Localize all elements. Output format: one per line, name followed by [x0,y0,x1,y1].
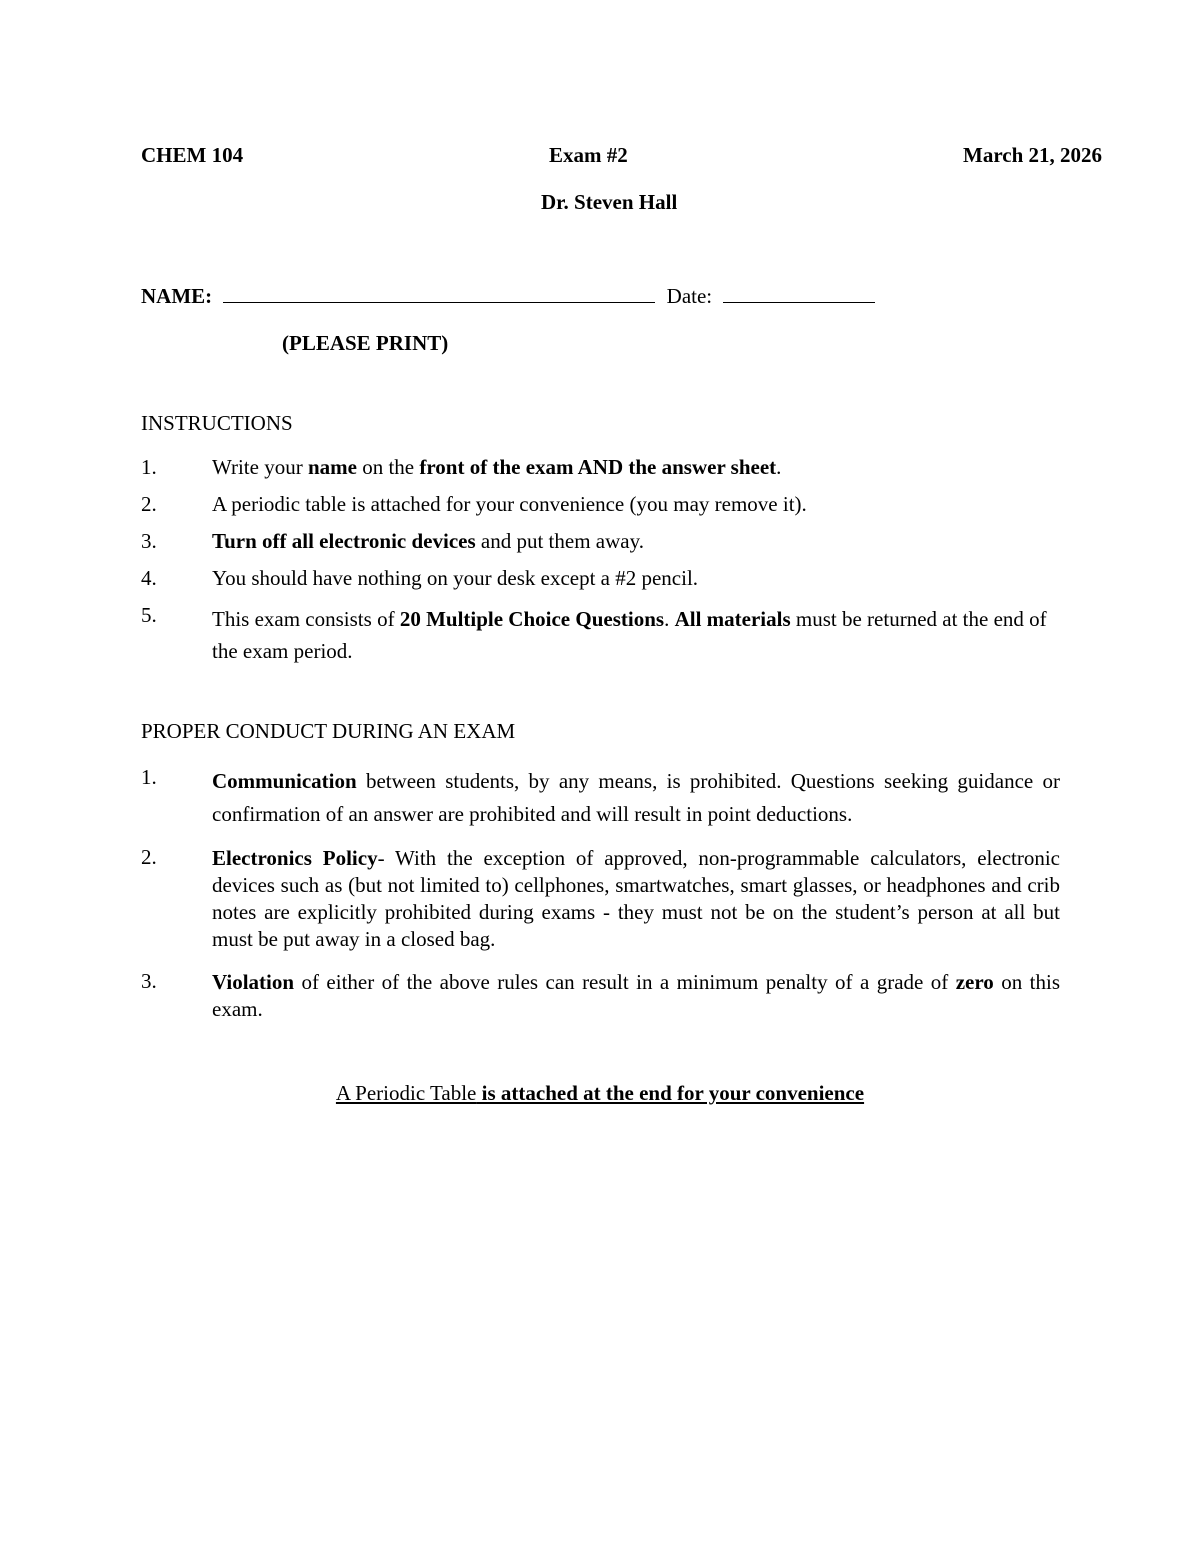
text-run: of either of the above rules can result in a minimum penalty of a grade of [294,970,956,994]
instructions-title: INSTRUCTIONS [141,411,293,435]
instructor-name: Dr. Steven Hall [541,190,678,214]
text-run: must be returned at the end of the exam period. [212,607,1047,663]
item-number: 5. [141,603,157,627]
item-text [212,765,1060,831]
bold-text-run: name [307,455,357,479]
item-text [212,603,1060,667]
bold-text-run: Electronics Policy [212,846,378,870]
course-code: CHEM 104 [141,143,244,167]
text-run: A periodic table is attached for your convenience (you may remove it). [212,492,807,516]
bold-text-run: 20 Multiple Choice Questions [399,607,665,631]
conduct-title: PROPER CONDUCT DURING AN EXAM [141,719,516,743]
item-number: 3. [141,969,157,993]
name-blank-line[interactable] [223,284,655,303]
text-run: . [664,607,675,631]
date-label: Date: [666,284,713,308]
date-blank-line[interactable] [723,284,875,303]
item-number: 4. [141,566,157,590]
bold-text-run: Violation [212,970,295,994]
periodic-table-note [0,1081,1200,1106]
text-run: between students, by any means, is prohibited. Questions seeking guidance or confirmation of an answer are prohibited and will result in point deductions. [212,769,1060,826]
text-run: and put them away. [475,529,644,553]
bold-text-run: Turn off all electronic devices [212,529,476,553]
bold-text-run: zero [955,970,994,994]
text-run: on the [356,455,420,479]
item-number: 2. [141,845,157,869]
text-run: Write your [212,455,308,479]
item-number: 1. [141,765,157,789]
item-number: 1. [141,455,157,479]
bold-text-run: is attached at the end for your convenience [476,1081,865,1105]
bold-text-run: Communication [212,769,357,793]
exam-title: Exam #2 [549,143,628,167]
exam-date: March 21, 2026 [963,143,1103,167]
item-text [212,492,1060,517]
item-text [212,566,1060,591]
text-run: A Periodic Table [335,1081,477,1105]
item-text [212,455,1060,480]
text-run: You should have nothing on your desk except a #2 pencil. [212,566,699,590]
name-label: NAME: [141,284,213,308]
text-run: This exam consists of [212,607,400,631]
print-note: (PLEASE PRINT) [282,331,449,355]
bold-text-run: front of the exam AND the answer sheet [419,455,777,479]
item-text [212,529,1060,554]
item-number: 2. [141,492,157,516]
bold-text-run: All materials [674,607,791,631]
name-date-row [141,284,875,309]
text-run: on this exam. [212,970,1060,1021]
item-text [212,969,1060,1023]
text-run: . [776,455,782,479]
item-number: 3. [141,529,157,553]
item-text [212,845,1060,953]
text-run: - With the exception of approved, non-programmable calculators, electronic devices such as (but not limited to) cellphones, smartwatches, smart glasses, or headphones and crib notes are explicitly prohibited during exams - they must not be on the student’s person at all but must be put away in a closed bag. [212,846,1061,951]
